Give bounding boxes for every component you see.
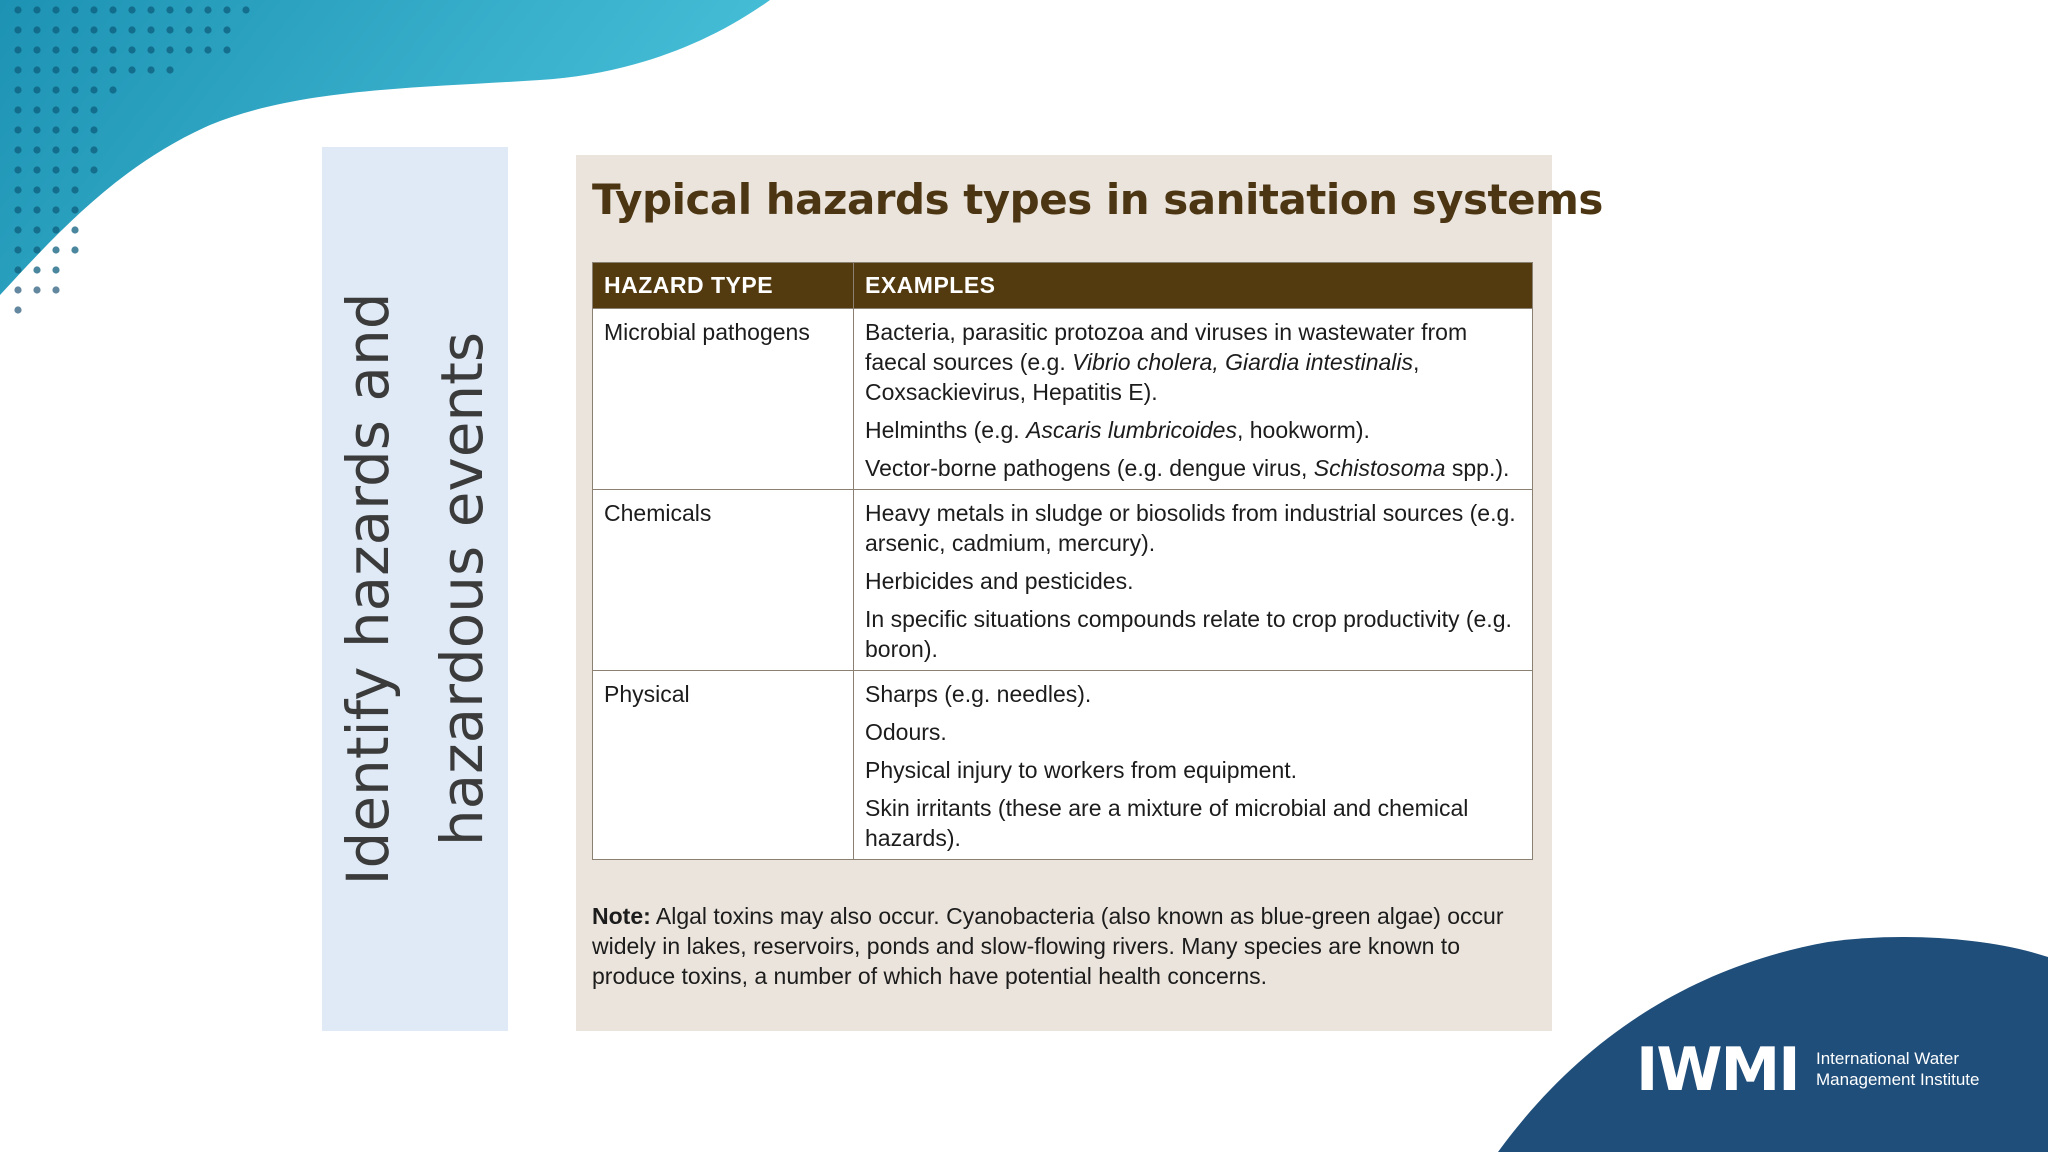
decorative-dot	[90, 26, 97, 33]
hazard-type-cell: Physical	[593, 671, 854, 860]
decorative-dot	[166, 66, 173, 73]
example-item: Herbicides and pesticides.	[865, 568, 1134, 594]
decorative-dot	[52, 26, 59, 33]
hazards-card	[576, 155, 1603, 1031]
decorative-dot	[147, 46, 154, 53]
decorative-dot	[14, 186, 21, 193]
note-text: Algal toxins may also occur. Cyanobacteria (also known as blue-green algae) occur widely in lakes, reservoirs, ponds and slow-flowing rivers. Many species are known to produce toxins, a number of which have potential health concerns.	[592, 903, 1504, 989]
decorative-dot	[14, 306, 21, 313]
decorative-dot	[71, 66, 78, 73]
decorative-dot	[14, 106, 21, 113]
decorative-dot	[223, 46, 230, 53]
decorative-dot	[90, 126, 97, 133]
decorative-dot	[14, 86, 21, 93]
decorative-dot	[33, 86, 40, 93]
decorative-dot	[33, 26, 40, 33]
decorative-dot	[14, 6, 21, 13]
decorative-dot	[109, 66, 116, 73]
decorative-dot	[128, 66, 135, 73]
decorative-dot	[33, 106, 40, 113]
decorative-dot	[242, 6, 249, 13]
decorative-dot	[128, 6, 135, 13]
decorative-dot	[52, 146, 59, 153]
table-note	[592, 901, 1532, 991]
decorative-dot	[71, 6, 78, 13]
example-item: Odours.	[865, 719, 947, 745]
decorative-dot	[52, 186, 59, 193]
example-item: Helminths (e.g. Ascaris lumbricoides, hookworm).	[865, 417, 1370, 443]
examples-cell	[854, 490, 1533, 671]
decorative-dot	[185, 6, 192, 13]
decorative-dot	[204, 46, 211, 53]
hazards-table	[592, 262, 1533, 860]
decorative-dot	[14, 146, 21, 153]
decorative-dot	[14, 126, 21, 133]
decorative-dot	[147, 66, 154, 73]
iwmi-logo-name	[1816, 1048, 1979, 1090]
decorative-dot	[33, 286, 40, 293]
decorative-dot	[185, 26, 192, 33]
hazard-type-cell: Microbial pathogens	[593, 309, 854, 490]
decorative-dot	[204, 6, 211, 13]
decorative-dot	[33, 66, 40, 73]
card-title: Typical hazards types in sanitation systems	[592, 175, 1603, 224]
decorative-dot	[14, 206, 21, 213]
side-title	[321, 159, 509, 1019]
decorative-dot	[147, 6, 154, 13]
decorative-dot	[71, 146, 78, 153]
header-hazard-type: HAZARD TYPE	[593, 263, 854, 309]
decorative-dot	[71, 86, 78, 93]
decorative-dot	[71, 46, 78, 53]
decorative-dot	[14, 26, 21, 33]
decorative-dot	[109, 26, 116, 33]
decorative-dot	[90, 6, 97, 13]
decorative-dot	[71, 206, 78, 213]
decorative-dot	[33, 6, 40, 13]
example-item: Sharps (e.g. needles).	[865, 681, 1092, 707]
decorative-dot	[109, 46, 116, 53]
decorative-dot	[52, 66, 59, 73]
decorative-dot	[147, 26, 154, 33]
decorative-dot	[52, 246, 59, 253]
table-row	[593, 671, 1533, 860]
table-header-row	[593, 263, 1533, 309]
example-item: Skin irritants (these are a mixture of microbial and chemical hazards).	[865, 795, 1469, 851]
decorative-dot	[14, 46, 21, 53]
iwmi-logo-mark: IWMI	[1636, 1035, 1799, 1105]
decorative-dot	[14, 266, 21, 273]
decorative-dot	[90, 86, 97, 93]
decorative-dot	[90, 146, 97, 153]
decorative-dot	[71, 106, 78, 113]
side-title-panel	[322, 147, 508, 1031]
decorative-dot	[52, 106, 59, 113]
decorative-dot	[166, 6, 173, 13]
example-item: Heavy metals in sludge or biosolids from industrial sources (e.g. arsenic, cadmium, mercury).	[865, 500, 1516, 556]
decorative-dot	[14, 226, 21, 233]
decorative-dot	[166, 26, 173, 33]
decorative-dot	[52, 266, 59, 273]
decorative-dot	[33, 46, 40, 53]
decorative-dot	[90, 66, 97, 73]
decorative-dot	[33, 206, 40, 213]
decorative-dot	[14, 166, 21, 173]
decorative-dot	[52, 6, 59, 13]
decorative-dot	[52, 46, 59, 53]
decorative-dot	[33, 146, 40, 153]
decorative-dot	[204, 26, 211, 33]
decorative-dot	[14, 286, 21, 293]
decorative-dot	[71, 186, 78, 193]
logo-name-line-2: Management Institute	[1816, 1070, 1980, 1089]
example-item: In specific situations compounds relate to crop productivity (e.g. boron).	[865, 606, 1512, 662]
decorative-dot	[90, 166, 97, 173]
decorative-dot	[52, 86, 59, 93]
example-item: Vector-borne pathogens (e.g. dengue virus, Schistosoma spp.).	[865, 455, 1510, 481]
decorative-dot	[71, 226, 78, 233]
example-item: Bacteria, parasitic protozoa and viruses in wastewater from faecal sources (e.g. Vibrio cholera, Giardia intestinalis, Coxsackievirus, Hepatitis E).	[865, 319, 1468, 405]
decorative-dot	[71, 26, 78, 33]
decorative-dot	[90, 106, 97, 113]
decorative-dot	[52, 166, 59, 173]
decorative-dot	[185, 46, 192, 53]
decorative-dot	[52, 126, 59, 133]
decorative-dot	[52, 206, 59, 213]
decorative-dot	[33, 246, 40, 253]
decorative-dot	[71, 246, 78, 253]
decorative-dot	[71, 126, 78, 133]
decorative-dot	[109, 86, 116, 93]
header-examples: EXAMPLES	[854, 263, 1533, 309]
examples-cell	[854, 309, 1533, 490]
hazard-type-cell: Chemicals	[593, 490, 854, 671]
decorative-dot	[33, 266, 40, 273]
decorative-dot	[128, 46, 135, 53]
decorative-dot	[33, 126, 40, 133]
side-title-line-2: hazardous events	[428, 331, 496, 847]
decorative-dot	[52, 286, 59, 293]
decorative-dot	[90, 46, 97, 53]
decorative-dot	[128, 26, 135, 33]
note-label: Note:	[592, 903, 651, 929]
example-item: Physical injury to workers from equipment.	[865, 757, 1298, 783]
decorative-dot	[14, 66, 21, 73]
decorative-dot	[166, 46, 173, 53]
decorative-dot	[109, 6, 116, 13]
examples-cell	[854, 671, 1533, 860]
decorative-dot	[223, 6, 230, 13]
table-row	[593, 490, 1533, 671]
side-title-line-1: Identify hazards and	[334, 292, 402, 886]
decorative-dot	[33, 226, 40, 233]
decorative-dot	[33, 166, 40, 173]
decorative-dot	[223, 26, 230, 33]
decorative-dot	[71, 166, 78, 173]
decorative-dot	[52, 226, 59, 233]
decorative-dot	[14, 246, 21, 253]
table-row	[593, 309, 1533, 490]
decorative-dot	[33, 186, 40, 193]
logo-name-line-1: International Water	[1816, 1049, 1959, 1068]
